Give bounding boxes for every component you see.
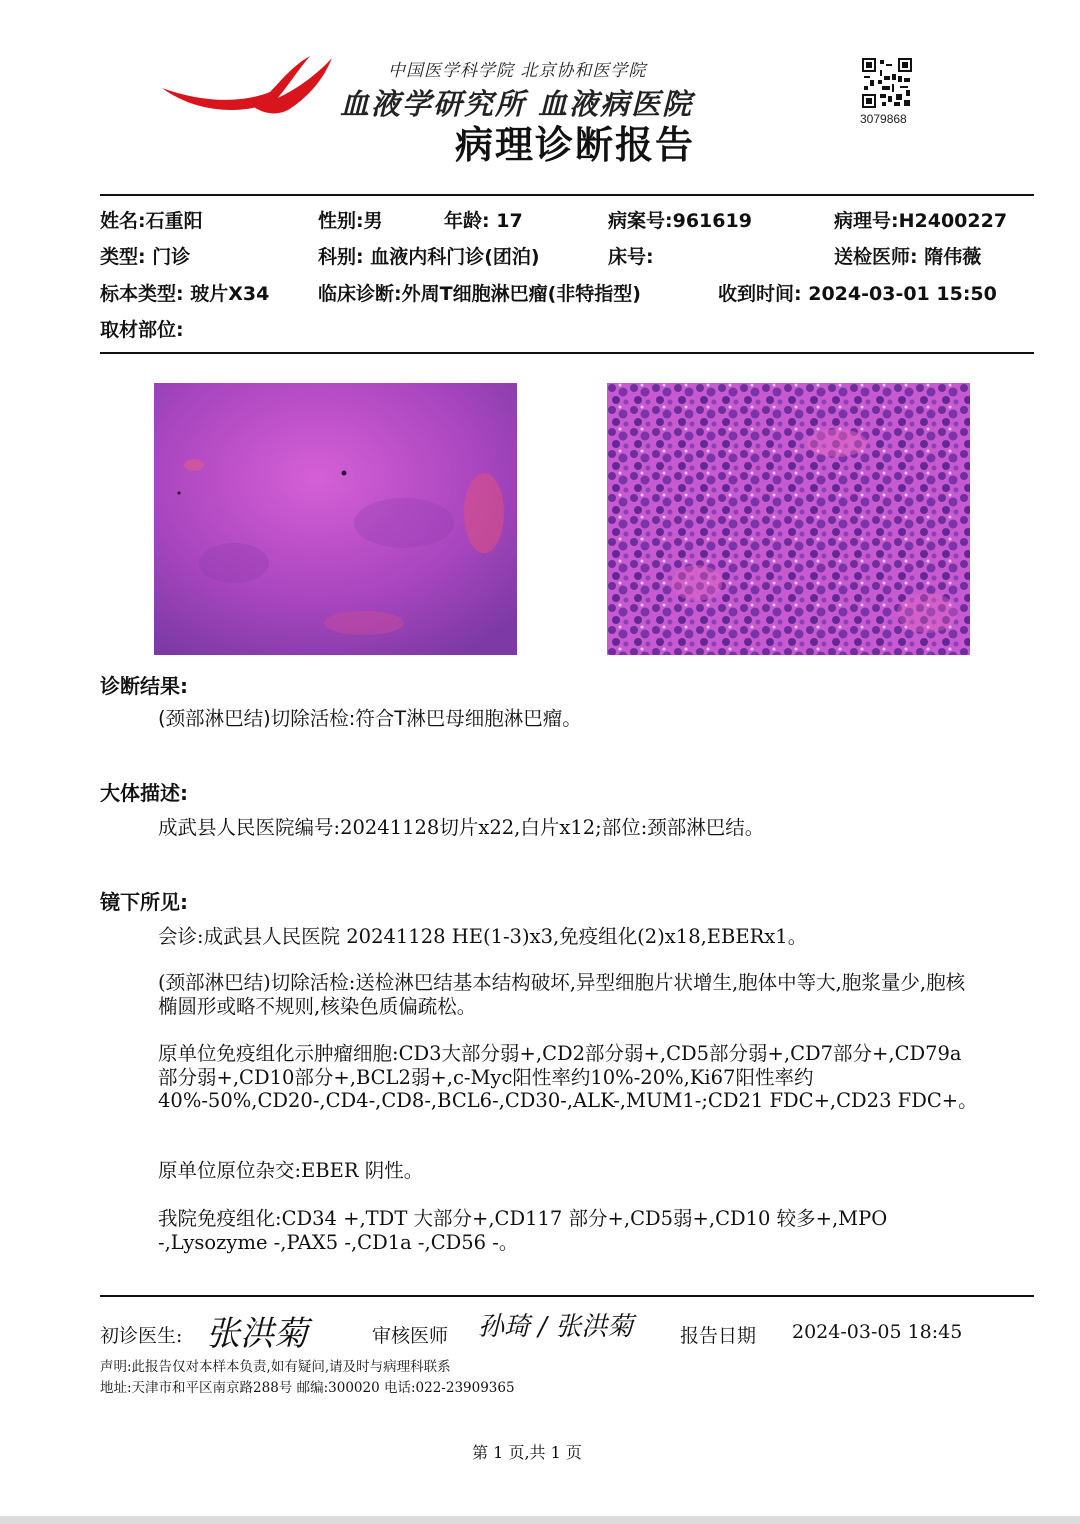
header-divider <box>100 194 1034 196</box>
patient-age-field: 年龄: 17 <box>444 210 523 232</box>
address-text: 地址:天津市和平区南京路288号 邮编:300020 电话:022-23909365 <box>100 1380 515 1396</box>
disclaimer-text: 声明:此报告仅对本样本负责,如有疑问,请及时与病理科联系 <box>100 1359 451 1375</box>
report-title: 病理诊断报告 <box>454 122 695 167</box>
case-number-field: 病案号:961619 <box>608 210 752 232</box>
page-number: 第 1 页,共 1 页 <box>472 1443 582 1462</box>
bed-number-field: 床号: <box>608 246 654 268</box>
specimen-type-field: 标本类型: 玻片X34 <box>100 283 270 305</box>
first-doctor-label: 初诊医生: <box>100 1325 183 1347</box>
reviewer-label: 审核医师 <box>372 1325 449 1347</box>
institution-name-line2: 血液学研究所 血液病医院 <box>340 87 694 121</box>
referring-doctor-field: 送检医师: 隋伟薇 <box>834 246 982 268</box>
visit-type-field: 类型: 门诊 <box>100 246 191 268</box>
microscopy-paragraph: (颈部淋巴结)切除活检:送检淋巴结基本结构破坏,异型细胞片状增生,胞体中等大,胞浆量少,胞核椭圆形或略不规则,核染色质偏疏松。 <box>158 971 966 1018</box>
received-time-field: 收到时间: 2024-03-01 15:50 <box>718 283 997 305</box>
qr-code-icon <box>862 58 912 108</box>
qr-number: 3079868 <box>860 112 907 126</box>
micrograph-low-power <box>154 383 517 655</box>
page-bottom-edge <box>0 1516 1080 1524</box>
report-date-value: 2024-03-05 18:45 <box>792 1321 963 1343</box>
diagnosis-text: (颈部淋巴结)切除活检:符合T淋巴母细胞淋巴瘤。 <box>158 707 582 730</box>
microscopy-paragraph: 我院免疫组化:CD34 +,TDT 大部分+,CD117 部分+,CD5弱+,CD10 较多+,MPO -,Lysozyme -,PAX5 -,CD1a -,CD56 -。 <box>158 1207 888 1254</box>
institution-name-line1: 中国医学科学院 北京协和医学院 <box>388 61 647 81</box>
microscopy-paragraph: 会诊:成武县人民医院 20241128 HE(1-3)x3,免疫组化(2)x18,EBERx1。 <box>158 925 808 948</box>
info-divider <box>100 352 1034 354</box>
clinical-diagnosis-field: 临床诊断:外周T细胞淋巴瘤(非特指型) <box>318 283 641 305</box>
gross-text: 成武县人民医院编号:20241128切片x22,白片x12;部位:颈部淋巴结。 <box>158 816 765 839</box>
footer-divider <box>100 1295 1034 1297</box>
microscopy-paragraph: 原单位免疫组化示肿瘤细胞:CD3大部分弱+,CD2部分弱+,CD5部分弱+,CD7部分+,CD79a部分弱+,CD10部分+,BCL2弱+,c-Myc阳性率约10%-20%,Ki67阳性率约40%-50%,CD20-,CD4-,CD8-,BCL6-,CD30-,ALK-,MUM1-;CD21 FDC+,CD23 FDC+。 <box>158 1042 978 1112</box>
gross-heading: 大体描述: <box>100 781 188 805</box>
diagnosis-heading: 诊断结果: <box>100 674 188 698</box>
patient-sex-field: 性别:男 <box>318 210 383 232</box>
department-field: 科别: 血液内科门诊(团泊) <box>318 246 540 268</box>
microscopy-heading: 镜下所见: <box>100 890 188 914</box>
reviewer-signature: 孙琦 / 张洪菊 <box>478 1312 634 1342</box>
pathology-number-field: 病理号:H2400227 <box>834 210 1008 232</box>
microscopy-paragraph: 原单位原位杂交:EBER 阴性。 <box>158 1159 424 1182</box>
patient-name-field: 姓名:石重阳 <box>100 210 203 232</box>
report-date-label: 报告日期 <box>680 1325 757 1347</box>
micrograph-high-power <box>607 383 970 655</box>
first-doctor-signature: 张洪菊 <box>206 1314 308 1354</box>
sampling-site-field: 取材部位: <box>100 319 184 341</box>
